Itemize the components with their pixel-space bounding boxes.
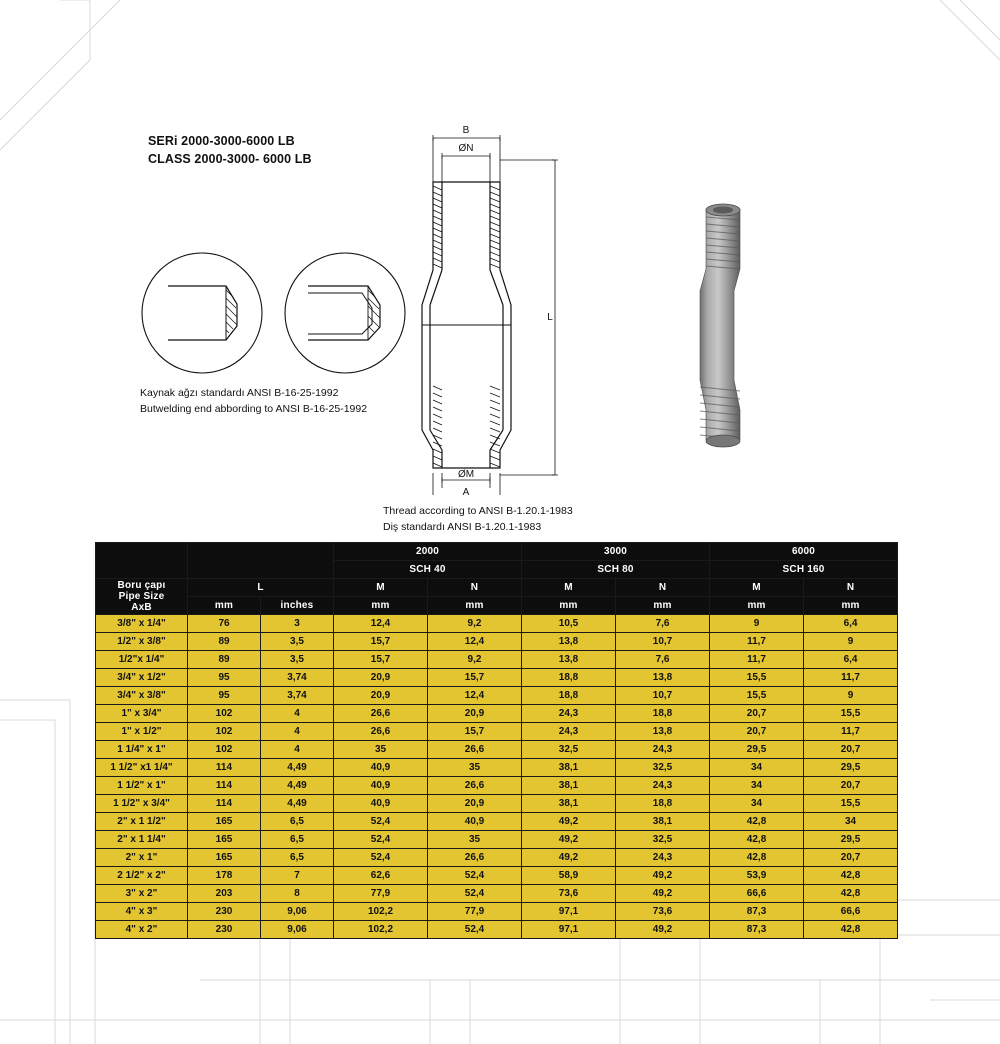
cell-n2000: 20,9 [428, 705, 522, 723]
cell-pipe-size: 4" x 2" [96, 921, 188, 939]
cell-m3000: 49,2 [522, 813, 616, 831]
cell-m3000: 49,2 [522, 831, 616, 849]
cell-m2000: 20,9 [334, 669, 428, 687]
cell-pipe-size: 2" x 1 1/4" [96, 831, 188, 849]
cell-m2000: 40,9 [334, 777, 428, 795]
table-row [96, 885, 898, 903]
cell-n3000: 24,3 [616, 741, 710, 759]
table-row [96, 633, 898, 651]
cell-m2000: 40,9 [334, 759, 428, 777]
cell-m6000: 29,5 [710, 741, 804, 759]
cell-l_mm: 114 [188, 759, 261, 777]
cell-n3000: 24,3 [616, 849, 710, 867]
header-unit-n3000: mm [616, 597, 710, 615]
header-n-6000: N [804, 579, 898, 597]
cell-n6000: 20,7 [804, 741, 898, 759]
cell-m3000: 97,1 [522, 903, 616, 921]
cell-m2000: 52,4 [334, 849, 428, 867]
cell-pipe-size: 2" x 1" [96, 849, 188, 867]
dim-label-on: ØN [458, 143, 474, 154]
cell-l_in: 6,5 [261, 849, 334, 867]
cell-l_in: 4 [261, 705, 334, 723]
cell-pipe-size: 4" x 3" [96, 903, 188, 921]
cell-n6000: 9 [804, 633, 898, 651]
cell-n3000: 32,5 [616, 759, 710, 777]
cell-n2000: 12,4 [428, 633, 522, 651]
cell-n6000: 66,6 [804, 903, 898, 921]
header-m-3000: M [522, 579, 616, 597]
cell-n6000: 11,7 [804, 669, 898, 687]
cell-n6000: 11,7 [804, 723, 898, 741]
cell-l_mm: 95 [188, 669, 261, 687]
cell-n6000: 20,7 [804, 777, 898, 795]
cell-pipe-size: 1 1/4" x 1" [96, 741, 188, 759]
cell-pipe-size: 3/4" x 3/8" [96, 687, 188, 705]
cell-n3000: 10,7 [616, 633, 710, 651]
cell-n2000: 26,6 [428, 741, 522, 759]
cell-n2000: 26,6 [428, 777, 522, 795]
swage-nipple-technical-drawing [380, 120, 610, 500]
class-title-line-tr: SERi 2000-3000-6000 LB [148, 134, 295, 148]
cell-l_in: 6,5 [261, 831, 334, 849]
cell-pipe-size: 2 1/2" x 2" [96, 867, 188, 885]
cell-m6000: 42,8 [710, 849, 804, 867]
cell-m6000: 9 [710, 615, 804, 633]
dim-label-l: L [547, 312, 553, 323]
header-m-6000: M [710, 579, 804, 597]
cell-m6000: 66,6 [710, 885, 804, 903]
cell-l_mm: 165 [188, 831, 261, 849]
table-header-row-symbols [96, 579, 898, 597]
table-row [96, 615, 898, 633]
table-row [96, 777, 898, 795]
cell-n3000: 13,8 [616, 669, 710, 687]
header-n-3000: N [616, 579, 710, 597]
weld-end-detail-figures [140, 248, 420, 383]
cell-l_in: 3,74 [261, 687, 334, 705]
cell-m3000: 38,1 [522, 759, 616, 777]
cell-l_mm: 165 [188, 813, 261, 831]
class-title-line-en: CLASS 2000-3000- 6000 LB [148, 152, 312, 167]
weld-standard-caption [140, 385, 367, 418]
cell-pipe-size: 1/2" x 3/8" [96, 633, 188, 651]
cell-pipe-size: 2" x 1 1/2" [96, 813, 188, 831]
cell-n2000: 15,7 [428, 723, 522, 741]
cell-m2000: 52,4 [334, 813, 428, 831]
cell-m3000: 38,1 [522, 795, 616, 813]
product-photo [660, 195, 790, 460]
cell-m2000: 20,9 [334, 687, 428, 705]
cell-n3000: 49,2 [616, 921, 710, 939]
specification-table [95, 542, 898, 939]
weld-caption-tr: Kaynak ağzı standardı ANSI B-16-25-1992 [140, 387, 339, 399]
weld-caption-en: Butwelding end abbording to ANSI B-16-25-1992 [140, 403, 368, 416]
header-unit-l-inches: inches [261, 597, 334, 615]
cell-m2000: 26,6 [334, 705, 428, 723]
header-length: L [188, 579, 334, 597]
cell-m2000: 102,2 [334, 921, 428, 939]
cell-pipe-size: 1 1/2" x 3/4" [96, 795, 188, 813]
cell-l_in: 4,49 [261, 795, 334, 813]
cell-m3000: 24,3 [522, 705, 616, 723]
table-row [96, 921, 898, 939]
cell-m6000: 87,3 [710, 921, 804, 939]
cell-l_mm: 102 [188, 723, 261, 741]
cell-m3000: 49,2 [522, 849, 616, 867]
cell-m3000: 24,3 [522, 723, 616, 741]
cell-l_in: 3,5 [261, 633, 334, 651]
thread-caption-en: Thread according to ANSI B-1.20.1-1983 [383, 505, 573, 517]
table-row [96, 705, 898, 723]
cell-l_mm: 102 [188, 705, 261, 723]
cell-n2000: 52,4 [428, 885, 522, 903]
cell-pipe-size: 1" x 1/2" [96, 723, 188, 741]
cell-l_in: 4,49 [261, 777, 334, 795]
cell-m2000: 62,6 [334, 867, 428, 885]
header-pipe-size [96, 579, 188, 615]
cell-m6000: 53,9 [710, 867, 804, 885]
cell-n3000: 18,8 [616, 705, 710, 723]
dim-label-b: B [462, 125, 470, 136]
cell-n6000: 42,8 [804, 921, 898, 939]
table-header-row-class [96, 543, 898, 561]
header-unit-n6000: mm [804, 597, 898, 615]
cell-l_in: 4 [261, 723, 334, 741]
cell-n3000: 73,6 [616, 903, 710, 921]
cell-pipe-size: 1/2"x 1/4" [96, 651, 188, 669]
cell-m6000: 11,7 [710, 633, 804, 651]
cell-n6000: 29,5 [804, 831, 898, 849]
cell-l_in: 8 [261, 885, 334, 903]
cell-m6000: 34 [710, 777, 804, 795]
header-unit-m3000: mm [522, 597, 616, 615]
cell-n6000: 20,7 [804, 849, 898, 867]
cell-l_in: 3,5 [261, 651, 334, 669]
cell-n3000: 18,8 [616, 795, 710, 813]
cell-n3000: 38,1 [616, 813, 710, 831]
cell-m6000: 20,7 [710, 705, 804, 723]
thread-caption-tr: Diş standardı ANSI B-1.20.1-1983 [383, 521, 542, 534]
cell-l_in: 3 [261, 615, 334, 633]
table-row [96, 723, 898, 741]
cell-m2000: 77,9 [334, 885, 428, 903]
cell-n2000: 26,6 [428, 849, 522, 867]
header-pipe-size-axb: AxB [131, 602, 152, 613]
cell-n6000: 42,8 [804, 867, 898, 885]
cell-m6000: 11,7 [710, 651, 804, 669]
header-unit-m2000: mm [334, 597, 428, 615]
cell-m3000: 73,6 [522, 885, 616, 903]
header-blank-left [96, 543, 188, 579]
cell-n2000: 52,4 [428, 921, 522, 939]
cell-m6000: 87,3 [710, 903, 804, 921]
cell-pipe-size: 3" x 2" [96, 885, 188, 903]
cell-l_in: 6,5 [261, 813, 334, 831]
table-row [96, 795, 898, 813]
cell-n6000: 15,5 [804, 705, 898, 723]
cell-m3000: 18,8 [522, 687, 616, 705]
class-title-block [148, 132, 312, 168]
cell-n3000: 7,6 [616, 615, 710, 633]
header-m-2000: M [334, 579, 428, 597]
cell-l_in: 4,49 [261, 759, 334, 777]
cell-n3000: 24,3 [616, 777, 710, 795]
cell-m3000: 18,8 [522, 669, 616, 687]
header-unit-l-mm: mm [188, 597, 261, 615]
cell-l_in: 4 [261, 741, 334, 759]
cell-m2000: 26,6 [334, 723, 428, 741]
table-header [96, 543, 898, 615]
cell-n2000: 15,7 [428, 669, 522, 687]
cell-m3000: 32,5 [522, 741, 616, 759]
cell-n6000: 6,4 [804, 615, 898, 633]
table-row [96, 813, 898, 831]
cell-m2000: 15,7 [334, 651, 428, 669]
cell-n2000: 40,9 [428, 813, 522, 831]
header-pipe-size-en: Pipe Size [118, 591, 165, 602]
table-row [96, 687, 898, 705]
header-sch-160: SCH 160 [710, 561, 898, 579]
cell-n6000: 34 [804, 813, 898, 831]
dim-label-a: A [462, 487, 470, 495]
cell-n6000: 15,5 [804, 795, 898, 813]
table-row [96, 741, 898, 759]
cell-n3000: 49,2 [616, 867, 710, 885]
table-header-row-units [96, 597, 898, 615]
cell-l_mm: 114 [188, 777, 261, 795]
header-class-2000: 2000 [334, 543, 522, 561]
header-class-3000: 3000 [522, 543, 710, 561]
table-row [96, 669, 898, 687]
cell-n2000: 12,4 [428, 687, 522, 705]
cell-l_mm: 230 [188, 903, 261, 921]
cell-n6000: 29,5 [804, 759, 898, 777]
cell-n2000: 35 [428, 831, 522, 849]
cell-m6000: 34 [710, 759, 804, 777]
header-n-2000: N [428, 579, 522, 597]
cell-n3000: 49,2 [616, 885, 710, 903]
cell-m3000: 13,8 [522, 633, 616, 651]
cell-n2000: 35 [428, 759, 522, 777]
table-row [96, 831, 898, 849]
header-blank-l-top [188, 543, 334, 579]
cell-n3000: 7,6 [616, 651, 710, 669]
table-row [96, 867, 898, 885]
cell-n3000: 32,5 [616, 831, 710, 849]
cell-l_mm: 114 [188, 795, 261, 813]
cell-l_mm: 102 [188, 741, 261, 759]
cell-m6000: 42,8 [710, 813, 804, 831]
cell-l_in: 9,06 [261, 903, 334, 921]
cell-m6000: 42,8 [710, 831, 804, 849]
cell-n2000: 52,4 [428, 867, 522, 885]
cell-n6000: 9 [804, 687, 898, 705]
cell-n2000: 9,2 [428, 651, 522, 669]
cell-m3000: 10,5 [522, 615, 616, 633]
cell-l_mm: 178 [188, 867, 261, 885]
cell-m2000: 102,2 [334, 903, 428, 921]
cell-m3000: 97,1 [522, 921, 616, 939]
cell-pipe-size: 3/8" x 1/4" [96, 615, 188, 633]
cell-l_in: 3,74 [261, 669, 334, 687]
cell-l_mm: 230 [188, 921, 261, 939]
cell-n2000: 9,2 [428, 615, 522, 633]
header-sch-80: SCH 80 [522, 561, 710, 579]
header-class-6000: 6000 [710, 543, 898, 561]
cell-pipe-size: 1 1/2" x1 1/4" [96, 759, 188, 777]
cell-l_mm: 89 [188, 651, 261, 669]
thread-standard-caption [383, 503, 573, 536]
cell-l_mm: 203 [188, 885, 261, 903]
table-row [96, 759, 898, 777]
cell-m6000: 15,5 [710, 669, 804, 687]
cell-m2000: 35 [334, 741, 428, 759]
cell-n3000: 10,7 [616, 687, 710, 705]
dim-label-om: ØM [457, 469, 475, 480]
cell-l_mm: 89 [188, 633, 261, 651]
cell-n3000: 13,8 [616, 723, 710, 741]
cell-m2000: 15,7 [334, 633, 428, 651]
header-sch-40: SCH 40 [334, 561, 522, 579]
cell-l_mm: 76 [188, 615, 261, 633]
table-row [96, 849, 898, 867]
header-pipe-size-tr: Boru çapı [117, 580, 166, 591]
cell-m2000: 40,9 [334, 795, 428, 813]
cell-m6000: 15,5 [710, 687, 804, 705]
cell-n6000: 6,4 [804, 651, 898, 669]
cell-pipe-size: 3/4" x 1/2" [96, 669, 188, 687]
table-row [96, 903, 898, 921]
cell-l_mm: 165 [188, 849, 261, 867]
cell-pipe-size: 1 1/2" x 1" [96, 777, 188, 795]
cell-l_in: 9,06 [261, 921, 334, 939]
cell-m3000: 38,1 [522, 777, 616, 795]
cell-l_in: 7 [261, 867, 334, 885]
cell-n6000: 42,8 [804, 885, 898, 903]
header-unit-m6000: mm [710, 597, 804, 615]
table-row [96, 651, 898, 669]
cell-m3000: 58,9 [522, 867, 616, 885]
header-unit-n2000: mm [428, 597, 522, 615]
cell-l_mm: 95 [188, 687, 261, 705]
specification-table-container [95, 542, 895, 939]
table-body [96, 615, 898, 939]
cell-n2000: 77,9 [428, 903, 522, 921]
cell-pipe-size: 1" x 3/4" [96, 705, 188, 723]
cell-m2000: 52,4 [334, 831, 428, 849]
cell-m6000: 34 [710, 795, 804, 813]
cell-m2000: 12,4 [334, 615, 428, 633]
cell-m3000: 13,8 [522, 651, 616, 669]
cell-n2000: 20,9 [428, 795, 522, 813]
cell-m6000: 20,7 [710, 723, 804, 741]
